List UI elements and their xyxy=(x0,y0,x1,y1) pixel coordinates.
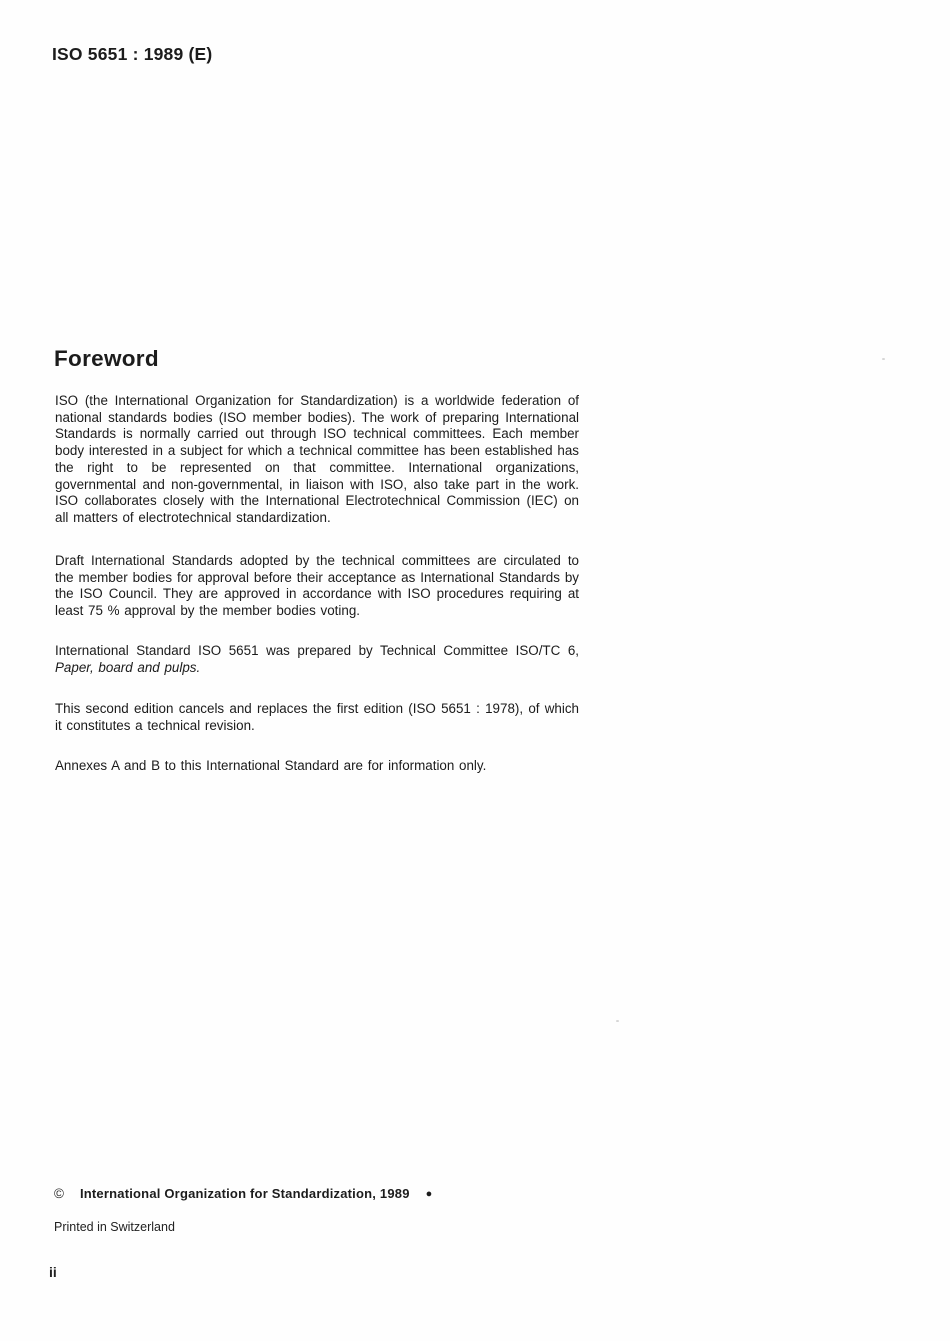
standard-reference: ISO 5651 : 1989 (E) xyxy=(52,44,213,64)
copyright-line xyxy=(54,1186,432,1201)
foreword-paragraph-1: ISO (the International Organization for Standardization) is a worldwide federation of national standards bodies (ISO member bodies). The work of preparing International Standards is normally carried out through ISO technical committees. Each member body interested in a subject for which a technical committee has been established has the right to be represented on that committee. International organizations, governmental and non-governmental, in liaison with ISO, also take part in the work. ISO collaborates closely with the International Electrotechnical Commission (IEC) on all matters of electrotechnical standardization. xyxy=(55,393,579,525)
bullet-icon: ● xyxy=(425,1188,433,1200)
foreword-paragraph-5: Annexes A and B to this International Standard are for information only. xyxy=(55,758,487,773)
foreword-heading: Foreword xyxy=(54,346,159,371)
scan-artifact xyxy=(616,1020,619,1022)
scan-artifact xyxy=(882,358,885,360)
foreword-paragraph-3 xyxy=(55,643,579,676)
paragraph-text: International Standard ISO 5651 was prepared by Technical Committee ISO/TC 6, xyxy=(55,643,579,658)
foreword-paragraph-4: This second edition cancels and replaces the first edition (ISO 5651 : 1978), of which it constitutes a technical revision. xyxy=(55,701,579,733)
page-number: ii xyxy=(49,1264,57,1280)
copyright-text: International Organization for Standardization, 1989 xyxy=(79,1186,410,1201)
copyright-icon: © xyxy=(54,1186,64,1201)
committee-title-italic: Paper, board and pulps. xyxy=(55,659,201,675)
printed-note: Printed in Switzerland xyxy=(54,1220,175,1234)
foreword-paragraph-2: Draft International Standards adopted by the technical committees are circulated to the member bodies for approval before their acceptance as International Standards by the ISO Council. They are approved in accordance with ISO procedures requiring at least 75 % approval by the member bodies voting. xyxy=(55,553,579,619)
